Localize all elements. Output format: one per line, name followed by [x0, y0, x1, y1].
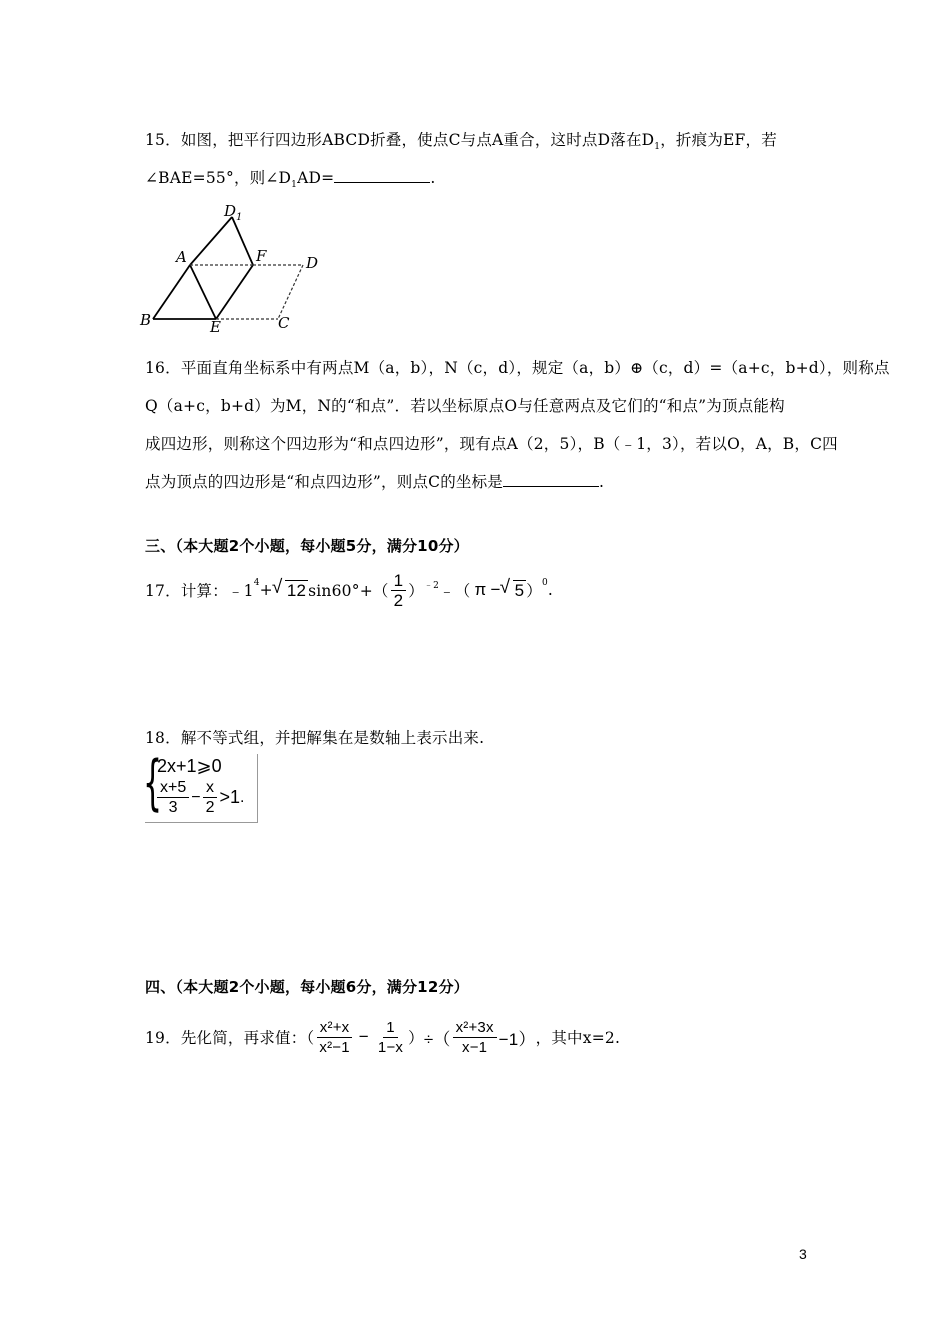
q15-line2	[145, 166, 435, 190]
q16-text-4: 点为顶点的四边形是“和点四边形”，则点C的坐标是	[145, 473, 504, 491]
q15-text-2b: AD=	[297, 169, 335, 187]
pi-symbol: π	[474, 580, 487, 599]
fraction-x2-plus-3x-over-x-minus-1	[453, 1018, 497, 1057]
fraction-denominator: 3	[168, 799, 178, 816]
fraction-one-half	[391, 571, 407, 610]
section-4-heading: 四、（本大题2个小题，每小题6分，满分12分）	[145, 978, 469, 996]
label-A: A	[176, 248, 187, 266]
answer-blank-16	[503, 470, 599, 487]
q15-text-1: 15．如图，把平行四边形ABCD折叠，使点C与点A重合，这时点D落在D	[145, 131, 655, 149]
left-brace: {	[143, 748, 163, 818]
q17-prefix: 17．计算：﹣1	[145, 582, 254, 600]
fraction-denominator: x−1	[462, 1038, 488, 1056]
q17-exp4: 4	[253, 578, 260, 588]
sqrt-5: √ 5	[513, 580, 527, 601]
segment-BA	[153, 265, 190, 319]
fraction-numerator: x²+3x	[453, 1018, 497, 1038]
q17-sin: sin60°+（	[308, 582, 389, 600]
fraction-1-over-1-minus-x	[375, 1018, 406, 1057]
answer-blank-15	[334, 166, 430, 183]
label-F: F	[256, 247, 267, 265]
q17-close2: ）	[526, 582, 542, 600]
q15-sub-2: 1	[291, 180, 298, 191]
q19-divide: ÷（	[423, 1029, 451, 1049]
q16-line3: 成四边形，则称这个四边形为“和点四边形”，现有点A（2，5），B（﹣1，3），若以O，A，B，C四	[145, 435, 838, 453]
q17-line	[145, 570, 553, 610]
label-E: E	[210, 318, 221, 336]
fraction-numerator: 1	[383, 1018, 398, 1038]
q19-line	[145, 1012, 620, 1062]
label-C: C	[278, 314, 290, 332]
inequality-1: 2x+1⩾0	[157, 756, 222, 776]
fraction-x-plus-5-over-3	[157, 778, 189, 817]
sqrt-12: √ 12	[285, 580, 308, 601]
fraction-x2-plus-x-over-x2-minus-1	[316, 1018, 352, 1057]
q17-close: ）	[408, 582, 424, 600]
q18-line: 18．解不等式组，并把解集在是数轴上表示出来.	[145, 729, 485, 747]
q19-prefix: 19．先化简，再求值：（	[145, 1029, 315, 1047]
q16-line1: 16．平面直角坐标系中有两点M（a，b），N（c，d），规定（a，b）⊕（c，d）=（a+c，b+d），则称点	[145, 359, 890, 377]
q16-line2: Q（a+c，b+d）为M，N的“和点”．若以坐标原点O与任意两点及它们的“和点”为顶点能构	[145, 397, 785, 415]
minus-sign: −	[490, 580, 501, 599]
fraction-numerator: x	[203, 778, 217, 798]
inequality-system	[143, 748, 258, 823]
parallelogram-figure	[138, 198, 338, 338]
fraction-numerator: x+5	[157, 778, 189, 798]
label-B: B	[140, 311, 152, 329]
section-3-heading: 三、（本大题2个小题，每小题5分，满分10分）	[145, 537, 469, 555]
page-number: 3	[799, 1246, 807, 1262]
minus-sign: −	[191, 788, 201, 806]
label-D: D	[306, 254, 319, 272]
segment-EF	[216, 265, 253, 319]
q19-suffix: ，其中x=2.	[535, 1029, 621, 1047]
inequality-2	[155, 778, 244, 817]
fraction-numerator: 1	[391, 571, 407, 591]
q17-exp-neg2: ﹣2	[423, 581, 440, 591]
q18-end: .	[240, 788, 245, 806]
q16-end: .	[599, 473, 605, 491]
label-D1-letter: D	[224, 202, 237, 220]
fraction-denominator: x²−1	[319, 1038, 350, 1056]
q15-end: .	[430, 169, 436, 187]
segment-D1F	[232, 217, 253, 265]
fraction-numerator: x²+x	[317, 1018, 353, 1038]
fraction-denominator: 1−x	[377, 1038, 404, 1056]
q17-plus: +	[259, 581, 273, 599]
q16-line4	[145, 470, 604, 492]
label-D1-sub: 1	[236, 212, 243, 223]
q19-close: ）	[408, 1029, 424, 1047]
q15-text-1b: ，折痕为EF，若	[660, 131, 777, 149]
q17-minus: ﹣（	[439, 582, 471, 600]
segment-AD1	[190, 217, 232, 265]
q15-text-2a: ∠BAE=55°，则∠D	[145, 169, 292, 187]
label-D1	[223, 202, 242, 223]
greater-than-1: >1	[219, 787, 241, 807]
minus-sign: −	[358, 1027, 369, 1046]
segment-AE	[190, 265, 216, 319]
q15-sub-1: 1	[654, 142, 661, 153]
fraction-denominator: 2	[393, 590, 404, 610]
dashed-DC	[278, 265, 303, 319]
fraction-denominator: 2	[205, 799, 215, 816]
q19-minus1: −1）	[498, 1029, 536, 1049]
q17-end: .	[547, 581, 554, 599]
q17-exp0: 0	[541, 578, 548, 588]
fraction-x-over-2	[203, 778, 218, 817]
q15-line1	[145, 128, 777, 152]
